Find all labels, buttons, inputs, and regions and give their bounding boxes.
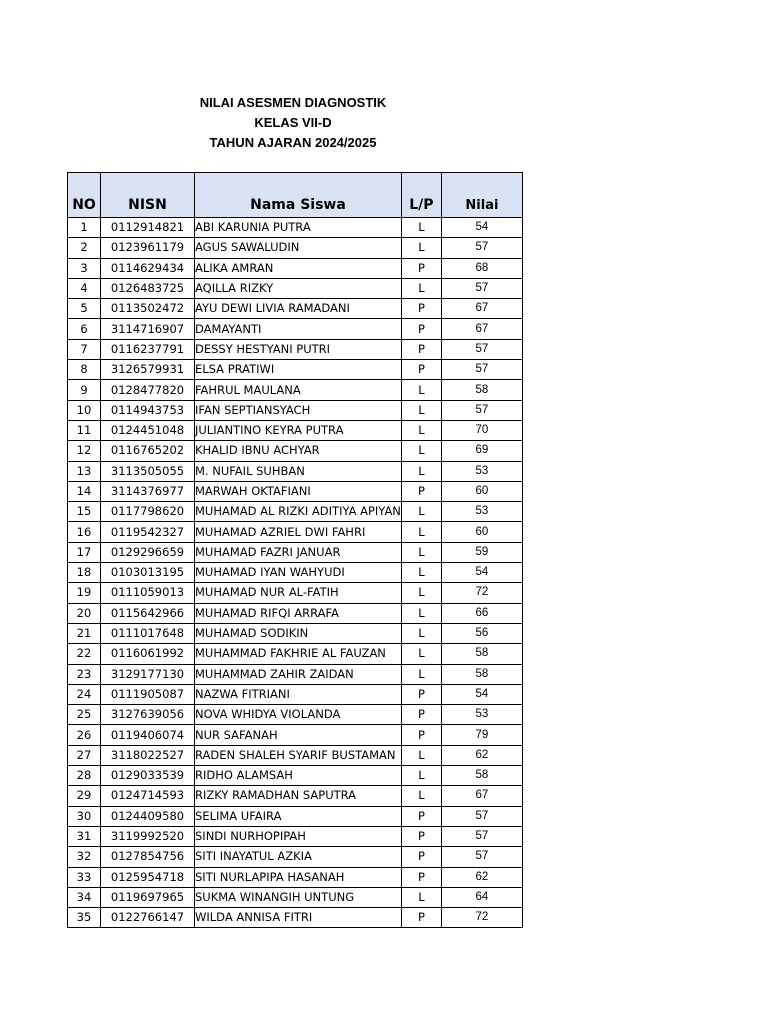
nisn-cell: 0127854756 bbox=[101, 847, 195, 867]
gender-cell: L bbox=[401, 380, 441, 400]
table-row bbox=[68, 705, 523, 725]
table-row bbox=[68, 684, 523, 704]
gender-cell: L bbox=[401, 745, 441, 765]
row-number: 12 bbox=[68, 441, 101, 461]
student-name-cell: SINDI NURHOPIPAH bbox=[195, 826, 402, 846]
gender-cell: P bbox=[401, 725, 441, 745]
table-header bbox=[68, 173, 523, 218]
nisn-cell: 0111017648 bbox=[101, 623, 195, 643]
gender-cell: P bbox=[401, 684, 441, 704]
table-row bbox=[68, 766, 523, 786]
gender-cell: P bbox=[401, 481, 441, 501]
table-row bbox=[68, 420, 523, 440]
nisn-cell: 3113505055 bbox=[101, 461, 195, 481]
row-number: 13 bbox=[68, 461, 101, 481]
row-number: 4 bbox=[68, 278, 101, 298]
row-number: 33 bbox=[68, 867, 101, 887]
table-row bbox=[68, 278, 523, 298]
nisn-cell: 0125954718 bbox=[101, 867, 195, 887]
gender-cell: L bbox=[401, 583, 441, 603]
gender-cell: P bbox=[401, 299, 441, 319]
nisn-cell: 0116061992 bbox=[101, 644, 195, 664]
table-body bbox=[68, 218, 523, 928]
nisn-cell: 0126483725 bbox=[101, 278, 195, 298]
student-name-cell: AGUS SAWALUDIN bbox=[195, 238, 402, 258]
table-row bbox=[68, 725, 523, 745]
student-name-cell: DAMAYANTI bbox=[195, 319, 402, 339]
score-cell: 58 bbox=[441, 644, 522, 664]
student-name-cell: ABI KARUNIA PUTRA bbox=[195, 218, 402, 238]
table-row bbox=[68, 603, 523, 623]
score-cell: 57 bbox=[441, 806, 522, 826]
student-name-cell: SELIMA UFAIRA bbox=[195, 806, 402, 826]
table-row bbox=[68, 542, 523, 562]
score-cell: 62 bbox=[441, 867, 522, 887]
student-name-cell: RADEN SHALEH SYARIF BUSTAMAN bbox=[195, 745, 402, 765]
gender-cell: L bbox=[401, 218, 441, 238]
gender-cell: L bbox=[401, 887, 441, 907]
score-cell: 54 bbox=[441, 218, 522, 238]
nisn-cell: 0123961179 bbox=[101, 238, 195, 258]
student-name-cell: WILDA ANNISA FITRI bbox=[195, 908, 402, 928]
table-row bbox=[68, 400, 523, 420]
score-cell: 62 bbox=[441, 745, 522, 765]
nisn-cell: 0124409580 bbox=[101, 806, 195, 826]
nisn-cell: 0122766147 bbox=[101, 908, 195, 928]
document-title-block bbox=[68, 93, 518, 153]
row-number: 25 bbox=[68, 705, 101, 725]
gender-cell: P bbox=[401, 319, 441, 339]
header-nilai: Nilai bbox=[441, 173, 522, 218]
table-row bbox=[68, 786, 523, 806]
score-cell: 57 bbox=[441, 826, 522, 846]
score-cell: 58 bbox=[441, 664, 522, 684]
gender-cell: L bbox=[401, 664, 441, 684]
row-number: 5 bbox=[68, 299, 101, 319]
nisn-cell: 0113502472 bbox=[101, 299, 195, 319]
row-number: 35 bbox=[68, 908, 101, 928]
nisn-cell: 0114943753 bbox=[101, 400, 195, 420]
row-number: 28 bbox=[68, 766, 101, 786]
score-cell: 70 bbox=[441, 420, 522, 440]
student-name-cell: MUHAMAD SODIKIN bbox=[195, 623, 402, 643]
score-cell: 59 bbox=[441, 542, 522, 562]
score-cell: 57 bbox=[441, 400, 522, 420]
grades-table bbox=[67, 172, 523, 928]
row-number: 31 bbox=[68, 826, 101, 846]
nisn-cell: 0119406074 bbox=[101, 725, 195, 745]
table-row bbox=[68, 380, 523, 400]
gender-cell: L bbox=[401, 766, 441, 786]
student-name-cell: FAHRUL MAULANA bbox=[195, 380, 402, 400]
row-number: 1 bbox=[68, 218, 101, 238]
score-cell: 72 bbox=[441, 908, 522, 928]
nisn-cell: 0116237791 bbox=[101, 339, 195, 359]
student-name-cell: ELSA PRATIWI bbox=[195, 360, 402, 380]
student-name-cell: NAZWA FITRIANI bbox=[195, 684, 402, 704]
nisn-cell: 3114376977 bbox=[101, 481, 195, 501]
nisn-cell: 0112914821 bbox=[101, 218, 195, 238]
row-number: 20 bbox=[68, 603, 101, 623]
row-number: 23 bbox=[68, 664, 101, 684]
nisn-cell: 0116765202 bbox=[101, 441, 195, 461]
table-row bbox=[68, 299, 523, 319]
nisn-cell: 0117798620 bbox=[101, 502, 195, 522]
nisn-cell: 0124714593 bbox=[101, 786, 195, 806]
table-row bbox=[68, 319, 523, 339]
row-number: 22 bbox=[68, 644, 101, 664]
nisn-cell: 3127639056 bbox=[101, 705, 195, 725]
student-name-cell: MUHAMAD RIFQI ARRAFA bbox=[195, 603, 402, 623]
table-row bbox=[68, 218, 523, 238]
student-name-cell: SITI NURLAPIPA HASANAH bbox=[195, 867, 402, 887]
table-row bbox=[68, 339, 523, 359]
score-cell: 56 bbox=[441, 623, 522, 643]
row-number: 27 bbox=[68, 745, 101, 765]
title-line-1: NILAI ASESMEN DIAGNOSTIK bbox=[199, 95, 387, 110]
table-row bbox=[68, 745, 523, 765]
score-cell: 57 bbox=[441, 278, 522, 298]
table-row bbox=[68, 563, 523, 583]
gender-cell: L bbox=[401, 542, 441, 562]
row-number: 8 bbox=[68, 360, 101, 380]
student-name-cell: MARWAH OKTAFIANI bbox=[195, 481, 402, 501]
score-cell: 67 bbox=[441, 299, 522, 319]
table-row bbox=[68, 826, 523, 846]
nisn-cell: 3119992520 bbox=[101, 826, 195, 846]
gender-cell: P bbox=[401, 806, 441, 826]
score-cell: 54 bbox=[441, 684, 522, 704]
gender-cell: L bbox=[401, 563, 441, 583]
row-number: 14 bbox=[68, 481, 101, 501]
nisn-cell: 0103013195 bbox=[101, 563, 195, 583]
score-cell: 79 bbox=[441, 725, 522, 745]
nisn-cell: 3126579931 bbox=[101, 360, 195, 380]
gender-cell: P bbox=[401, 360, 441, 380]
table-row bbox=[68, 806, 523, 826]
student-name-cell: ALIKA AMRAN bbox=[195, 258, 402, 278]
table-row bbox=[68, 481, 523, 501]
nisn-cell: 0128477820 bbox=[101, 380, 195, 400]
score-cell: 57 bbox=[441, 360, 522, 380]
table-row bbox=[68, 887, 523, 907]
gender-cell: P bbox=[401, 339, 441, 359]
table-row bbox=[68, 867, 523, 887]
score-cell: 57 bbox=[441, 339, 522, 359]
score-cell: 54 bbox=[441, 563, 522, 583]
student-name-cell: KHALID IBNU ACHYAR bbox=[195, 441, 402, 461]
row-number: 19 bbox=[68, 583, 101, 603]
score-cell: 60 bbox=[441, 481, 522, 501]
gender-cell: P bbox=[401, 826, 441, 846]
nisn-cell: 3114716907 bbox=[101, 319, 195, 339]
student-name-cell: JULIANTINO KEYRA PUTRA bbox=[195, 420, 402, 440]
table-row bbox=[68, 847, 523, 867]
row-number: 10 bbox=[68, 400, 101, 420]
nisn-cell: 0129033539 bbox=[101, 766, 195, 786]
row-number: 6 bbox=[68, 319, 101, 339]
gender-cell: L bbox=[401, 420, 441, 440]
student-name-cell: M. NUFAIL SUHBAN bbox=[195, 461, 402, 481]
gender-cell: L bbox=[401, 522, 441, 542]
nisn-cell: 0119542327 bbox=[101, 522, 195, 542]
table-row bbox=[68, 644, 523, 664]
student-name-cell: MUHAMMAD FAKHRIE AL FAUZAN bbox=[195, 644, 402, 664]
score-cell: 57 bbox=[441, 238, 522, 258]
nisn-cell: 3118022527 bbox=[101, 745, 195, 765]
score-cell: 69 bbox=[441, 441, 522, 461]
student-name-cell: NOVA WHIDYA VIOLANDA bbox=[195, 705, 402, 725]
table-row bbox=[68, 360, 523, 380]
row-number: 30 bbox=[68, 806, 101, 826]
table-row bbox=[68, 583, 523, 603]
nisn-cell: 0129296659 bbox=[101, 542, 195, 562]
row-number: 2 bbox=[68, 238, 101, 258]
gender-cell: L bbox=[401, 278, 441, 298]
table-row bbox=[68, 258, 523, 278]
gender-cell: L bbox=[401, 461, 441, 481]
score-cell: 67 bbox=[441, 786, 522, 806]
score-cell: 53 bbox=[441, 502, 522, 522]
gender-cell: L bbox=[401, 603, 441, 623]
table-row bbox=[68, 623, 523, 643]
gender-cell: L bbox=[401, 441, 441, 461]
student-name-cell: MUHAMAD NUR AL-FATIH bbox=[195, 583, 402, 603]
row-number: 34 bbox=[68, 887, 101, 907]
student-name-cell: RIZKY RAMADHAN SAPUTRA bbox=[195, 786, 402, 806]
nisn-cell: 0119697965 bbox=[101, 887, 195, 907]
row-number: 26 bbox=[68, 725, 101, 745]
table-row bbox=[68, 238, 523, 258]
row-number: 15 bbox=[68, 502, 101, 522]
gender-cell: P bbox=[401, 258, 441, 278]
gender-cell: P bbox=[401, 867, 441, 887]
student-name-cell: MUHAMAD AL RIZKI ADITIYA APIYAN bbox=[195, 502, 402, 522]
student-name-cell: NUR SAFANAH bbox=[195, 725, 402, 745]
row-number: 3 bbox=[68, 258, 101, 278]
student-name-cell: MUHAMAD AZRIEL DWI FAHRI bbox=[195, 522, 402, 542]
student-name-cell: MUHAMAD FAZRI JANUAR bbox=[195, 542, 402, 562]
row-number: 9 bbox=[68, 380, 101, 400]
student-name-cell: AQILLA RIZKY bbox=[195, 278, 402, 298]
score-cell: 53 bbox=[441, 461, 522, 481]
table-row bbox=[68, 908, 523, 928]
title-line-3: TAHUN AJARAN 2024/2025 bbox=[209, 135, 377, 150]
score-cell: 66 bbox=[441, 603, 522, 623]
header-lp: L/P bbox=[401, 173, 441, 218]
nisn-cell: 0111059013 bbox=[101, 583, 195, 603]
row-number: 7 bbox=[68, 339, 101, 359]
table-row bbox=[68, 441, 523, 461]
score-cell: 58 bbox=[441, 380, 522, 400]
row-number: 29 bbox=[68, 786, 101, 806]
student-name-cell: MUHAMAD IYAN WAHYUDI bbox=[195, 563, 402, 583]
student-name-cell: RIDHO ALAMSAH bbox=[195, 766, 402, 786]
gender-cell: P bbox=[401, 847, 441, 867]
score-cell: 57 bbox=[441, 847, 522, 867]
row-number: 16 bbox=[68, 522, 101, 542]
gender-cell: L bbox=[401, 786, 441, 806]
row-number: 18 bbox=[68, 563, 101, 583]
nisn-cell: 0115642966 bbox=[101, 603, 195, 623]
table-row bbox=[68, 664, 523, 684]
gender-cell: L bbox=[401, 502, 441, 522]
row-number: 32 bbox=[68, 847, 101, 867]
nisn-cell: 0124451048 bbox=[101, 420, 195, 440]
header-nama-siswa: Nama Siswa bbox=[195, 173, 402, 218]
score-cell: 53 bbox=[441, 705, 522, 725]
student-name-cell: IFAN SEPTIANSYACH bbox=[195, 400, 402, 420]
header-nisn: NISN bbox=[101, 173, 195, 218]
student-name-cell: AYU DEWI LIVIA RAMADANI bbox=[195, 299, 402, 319]
row-number: 21 bbox=[68, 623, 101, 643]
nisn-cell: 0111905087 bbox=[101, 684, 195, 704]
score-cell: 67 bbox=[441, 319, 522, 339]
gender-cell: L bbox=[401, 623, 441, 643]
student-name-cell: MUHAMMAD ZAHIR ZAIDAN bbox=[195, 664, 402, 684]
gender-cell: L bbox=[401, 238, 441, 258]
nisn-cell: 3129177130 bbox=[101, 664, 195, 684]
student-name-cell: SUKMA WINANGIH UNTUNG bbox=[195, 887, 402, 907]
gender-cell: P bbox=[401, 705, 441, 725]
row-number: 11 bbox=[68, 420, 101, 440]
row-number: 24 bbox=[68, 684, 101, 704]
row-number: 17 bbox=[68, 542, 101, 562]
title-line-2: KELAS VII-D bbox=[254, 115, 332, 130]
gender-cell: L bbox=[401, 400, 441, 420]
gender-cell: L bbox=[401, 644, 441, 664]
student-name-cell: SITI INAYATUL AZKIA bbox=[195, 847, 402, 867]
score-cell: 60 bbox=[441, 522, 522, 542]
header-no: NO bbox=[68, 173, 101, 218]
table-row bbox=[68, 522, 523, 542]
table-row bbox=[68, 502, 523, 522]
table-row bbox=[68, 461, 523, 481]
score-cell: 72 bbox=[441, 583, 522, 603]
score-cell: 68 bbox=[441, 258, 522, 278]
gender-cell: P bbox=[401, 908, 441, 928]
student-name-cell: DESSY HESTYANI PUTRI bbox=[195, 339, 402, 359]
nisn-cell: 0114629434 bbox=[101, 258, 195, 278]
score-cell: 64 bbox=[441, 887, 522, 907]
score-cell: 58 bbox=[441, 766, 522, 786]
